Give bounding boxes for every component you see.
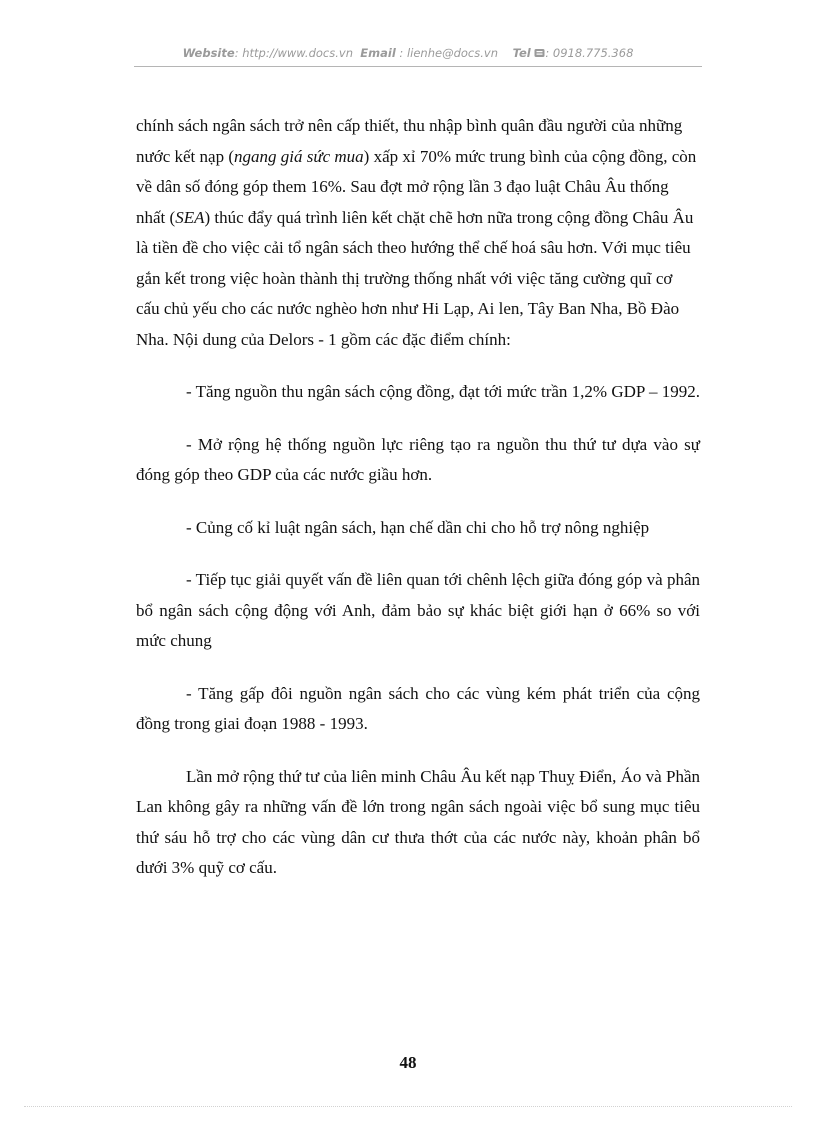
email-label: Email [360,46,396,60]
paragraph-text: chính sách ngân sách trở nên cấp thiết, thu nhập bình quân đầu người của những nước kết nạp ( [136,116,683,166]
paragraph-text: ) xấp xỉ 70% mức trung bình của cộng đồng, còn về dân số đóng góp them 16%. Sau đợt mở rộng lần 3 đạo luật Châu Âu thống nhất ( [136,146,697,227]
document-body [136,111,700,884]
page-header [0,46,816,61]
italic-term: SEA [175,207,205,227]
phone-icon [534,47,545,61]
page-number: 48 [399,1053,417,1072]
website-value: : http://www.docs.vn [234,46,353,60]
bullet-item: - Tăng gấp đôi nguồn ngân sách cho các vùng kém phát triển của cộng đồng trong giai đoạn 1988 - 1993. [136,683,700,733]
paragraph: Lần mở rộng thứ tư của liên minh Châu Âu kết nạp Thuỵ Điển, Áo và Phần Lan không gây ra những vấn đề lớn trong ngân sách ngoài việc bổ sung mục tiêu thứ sáu hỗ trợ cho các vùng dân cư thưa thớt của các nước này, khoản phân bổ dưới 3% quỹ cơ cấu. [136,766,700,877]
bullet-item: - Mở rộng hệ thống nguồn lực riêng tạo ra nguồn thu thứ tư dựa vào sự đóng góp theo GDP của các nước giầu hơn. [136,434,700,484]
bullet-item: - Tiếp tục giải quyết vấn đề liên quan tới chênh lệch giữa đóng góp và phân bổ ngân sách cộng động với Anh, đảm bảo sự khác biệt giới hạn ở 66% so với mức chung [136,570,700,650]
website-label: Website [182,46,235,60]
tel-value: : 0918.775.368 [545,46,634,60]
paragraph-text: ) thúc đẩy quá trình liên kết chặt chẽ hơn nữa trong cộng đồng Châu Âu là tiền đề cho việc cải tổ ngân sách theo hướng thể chế hoá sâu hơn. Với mục tiêu gắn kết trong việc hoàn thành thị trường thống nhất với việc tăng cường quĩ cơ cấu chủ yếu cho các nước nghèo hơn như Hi Lạp, Ai len, Tây Ban Nha, Bồ Đào Nha. Nội dung của Delors - 1 gồm các đặc điểm chính: [136,207,694,349]
header-divider [134,66,702,67]
tel-label: Tel [512,46,531,60]
bullet-item: - Củng cố kỉ luật ngân sách, hạn chế dần chi cho hỗ trợ nông nghiệp [186,517,650,537]
footer-divider [24,1106,792,1107]
email-value: : lienhe@docs.vn [395,46,498,60]
italic-term: ngang giá sức mua [233,146,364,166]
paragraph [136,111,700,355]
bullet-item: - Tăng nguồn thu ngân sách cộng đồng, đạt tới mức trần 1,2% GDP – 1992. [186,382,700,401]
